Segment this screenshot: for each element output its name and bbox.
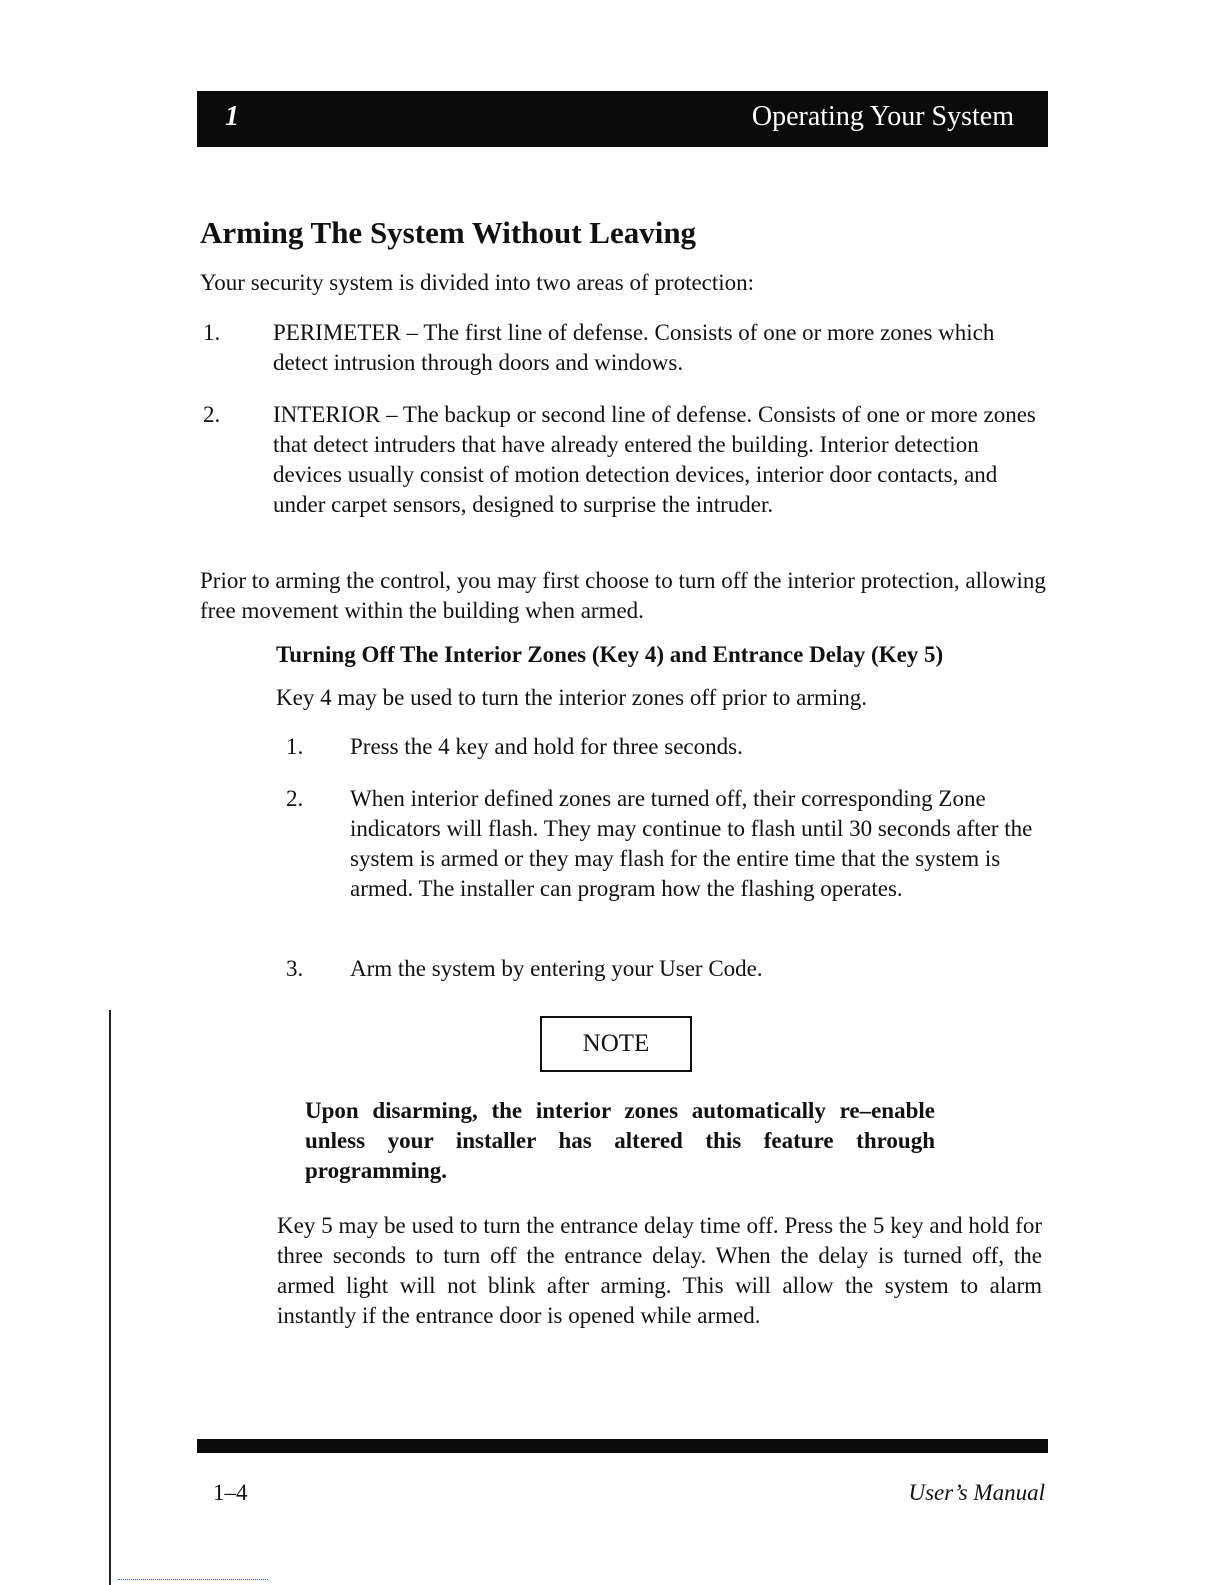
scan-margin-line [109, 1010, 111, 1585]
step-text: Arm the system by entering your User Code. [350, 956, 763, 981]
step-number: 1. [286, 734, 304, 759]
subheading: Turning Off The Interior Zones (Key 4) and Entrance Delay (Key 5) [276, 642, 944, 667]
step-text: Press the 4 key and hold for three seconds. [350, 734, 743, 759]
step-number: 3. [286, 956, 304, 981]
section-title: Arming The System Without Leaving [200, 215, 697, 250]
footer-rule [197, 1439, 1048, 1453]
area-number: 2. [203, 402, 221, 427]
step-text: When interior defined zones are turned off, their corresponding Zone indicators will flash. They may continue to flash until 30 seconds after the system is armed or they may flash for the entire time that the system is armed. The installer can program how the flashing operates. [350, 786, 1033, 901]
page-number: 1–4 [213, 1480, 248, 1505]
step-number: 2. [286, 786, 304, 811]
chapter-number: 1 [225, 101, 239, 132]
manual-title: User’s Manual [908, 1480, 1045, 1505]
area-number: 1. [203, 320, 221, 345]
key5-paragraph: Key 5 may be used to turn the entrance delay time off. Press the 5 key and hold for three seconds to turn off the entrance delay. When the delay is turned off, the armed light will not blink after arming. This will allow the system to alarm instantly if the entrance door is opened while armed. [277, 1213, 1042, 1328]
prior-paragraph: Prior to arming the control, you may first choose to turn off the interior protection, allowing free movement within the building when armed. [200, 568, 1046, 623]
key4-intro: Key 4 may be used to turn the interior zones off prior to arming. [276, 685, 868, 710]
chapter-header-bar [197, 91, 1048, 147]
scan-dotted-line [118, 1579, 268, 1580]
area-perimeter-text: PERIMETER – The first line of defense. Consists of one or more zones which detect intrusion through doors and windows. [273, 320, 995, 375]
note-label-box: NOTE [540, 1016, 692, 1072]
chapter-title: Operating Your System [751, 101, 1014, 132]
intro-paragraph: Your security system is divided into two areas of protection: [200, 270, 755, 295]
area-interior-text: INTERIOR – The backup or second line of defense. Consists of one or more zones that detect intruders that have already entered the building. Interior detection devices usually consist of motion detection devices, interior door contacts, and under carpet sensors, designed to surprise the intruder. [273, 402, 1036, 517]
note-text: Upon disarming, the interior zones automatically re–enable unless your installer has altered this feature through programming. [305, 1098, 935, 1183]
